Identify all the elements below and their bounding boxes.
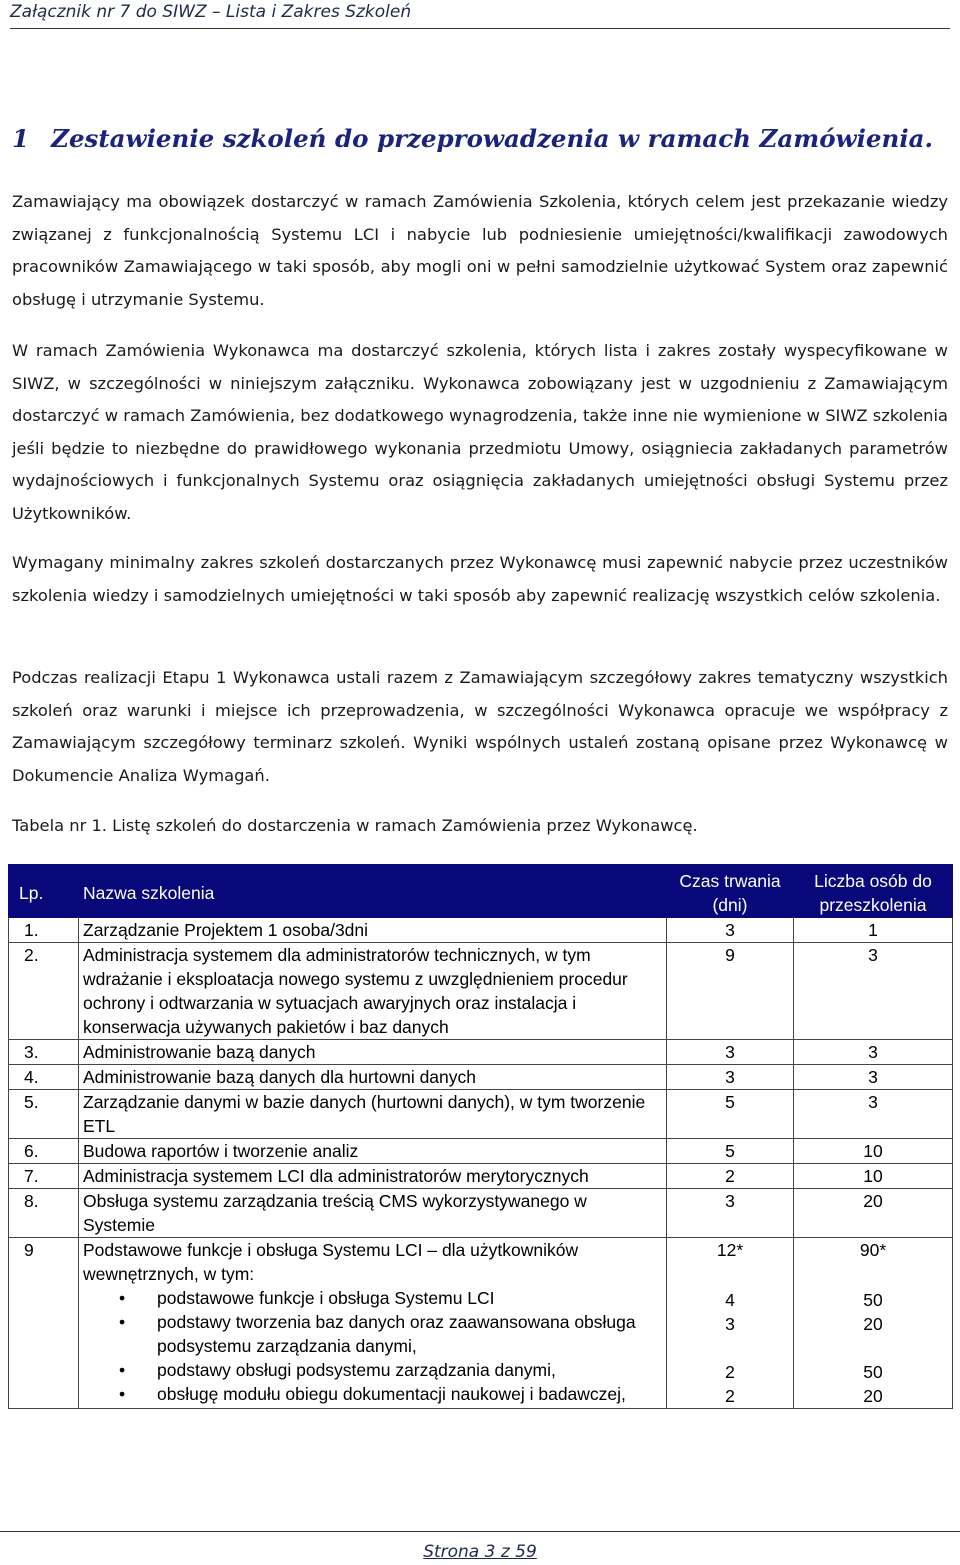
sub-people: 50 [863,1290,883,1310]
row-lp: 1. [9,918,79,943]
row-days: 5 [667,1139,794,1164]
sub-people: 20 [863,1386,883,1406]
table-row [9,1139,953,1164]
header-people: Liczba osób do przeszkolenia [794,867,953,918]
row-9-days-total: 12* [716,1240,744,1260]
sub-people: 20 [863,1314,883,1334]
row-name [79,1238,667,1409]
list-item: • podstawy tworzenia baz danych oraz zaawansowana obsługa podsystemu zarządzania danymi, [157,1310,662,1358]
row-people: 3 [794,1065,953,1090]
row-days: 3 [667,1189,794,1238]
paragraph-1: Zamawiający ma obowiązek dostarczyć w ramach Zamówienia Szkolenia, których celem jest przekazanie wiedzy związanej z funkcjonalnością Systemu LCI i nabycie lub podniesienie umiejętności/kwalifikacji zawodowych pracowników Zamawiającego w taki sposób, aby mogli oni w pełni samodzielnie użytkować System oraz zapewnić obsługę i utrzymanie Systemu. [12,192,948,309]
row-days: 3 [667,918,794,943]
row-name: Budowa raportów i tworzenie analiz [79,1139,667,1164]
row-lp: 4. [9,1065,79,1090]
row-lp: 5. [9,1090,79,1139]
row-lp: 2. [9,943,79,1040]
table-row [9,918,953,943]
row-name: Administrowanie bazą danych dla hurtowni danych [79,1065,667,1090]
row-people: 10 [794,1139,953,1164]
table-header-row [9,867,953,918]
row-9-people-total: 90* [859,1240,887,1260]
section-title-text: Zestawienie szkoleń do przeprowadzenia w ramach Zamówienia. [51,124,934,153]
table-row [9,1189,953,1238]
row-lp: 8. [9,1189,79,1238]
row-lp: 9 [9,1238,79,1409]
sub-days: 2 [725,1362,735,1382]
row-9-sublist [83,1286,662,1406]
table-row [9,943,953,1040]
list-item: • obsługę modułu obiegu dokumentacji naukowej i badawczej, [157,1382,662,1406]
header-name: Nazwa szkolenia [79,867,667,918]
row-days: 2 [667,1164,794,1189]
header-lp: Lp. [9,867,79,918]
table-caption: Tabela nr 1. Listę szkoleń do dostarczenia w ramach Zamówienia przez Wykonawcę. [12,816,698,835]
row-lp: 7. [9,1164,79,1189]
table-row [9,1040,953,1065]
page-number: Strona 3 z 59 [423,1542,537,1562]
row-name: Administracja systemem dla administratorów technicznych, w tym wdrażanie i eksploatacja nowego systemu z uwzględnieniem procedur ochrony i odtwarzania w sytuacjach awaryjnych oraz instalacja i konserwacja używanych pakietów i baz danych [79,943,667,1040]
row-people: 3 [794,943,953,1040]
sub-days: 3 [725,1314,735,1334]
row-days: 9 [667,943,794,1040]
training-table [8,864,953,1409]
row-lp: 6. [9,1139,79,1164]
table-row-9 [9,1238,953,1409]
row-name: Obsługa systemu zarządzania treścią CMS wykorzystywanego w Systemie [79,1189,667,1238]
list-item: • podstawowe funkcje i obsługa Systemu LCI [157,1286,662,1310]
paragraph-4: Podczas realizacji Etapu 1 Wykonawca ustali razem z Zamawiającym szczegółowy zakres tematyczny wszystkich szkoleń oraz warunki i miejsce ich przeprowadzenia, w szczególności Wykonawca opracuje we współpracy z Zamawiającym szczegółowy terminarz szkoleń. Wyniki wspólnych ustaleń zostaną opisane przez Wykonawcę w Dokumencie Analiza Wymagań. [12,668,948,785]
row-people [794,1238,953,1409]
table-row [9,1065,953,1090]
row-people: 3 [794,1040,953,1065]
sub-people: 50 [863,1362,883,1382]
table-row [9,1164,953,1189]
row-people: 1 [794,918,953,943]
row-9-title: Podstawowe funkcje i obsługa Systemu LCI – dla użytkowników wewnętrznych, w tym: [83,1240,579,1284]
row-name: Zarządzanie Projektem 1 osoba/3dni [79,918,667,943]
paragraph-3: Wymagany minimalny zakres szkoleń dostarczanych przez Wykonawcę musi zapewnić nabycie przez uczestników szkolenia wiedzy i samodzielnych umiejętności w taki sposób aby zapewnić realizację wszystkich celów szkolenia. [12,553,948,605]
row-name: Administrowanie bazą danych [79,1040,667,1065]
paragraph-2: W ramach Zamówienia Wykonawca ma dostarczyć szkolenia, których lista i zakres zostały wyspecyfikowane w SIWZ, w szczególności w niniejszym załączniku. Wykonawca zobowiązany jest w uzgodnieniu z Zamawiającym dostarczyć w ramach Zamówienia, bez dodatkowego wynagrodzenia, także inne nie wymienione w SIWZ szkolenia jeśli będzie to niezbędne do prawidłowego wykonania przedmiotu Umowy, osiągniecia zakładanych parametrów wydajnościowych i funkcjonalnych Systemu oraz osiągnięcia zakładanych umiejętności obsługi Systemu przez Użytkowników. [12,341,948,523]
list-item: • podstawy obsługi podsystemu zarządzania danymi, [157,1358,662,1382]
page-footer [0,1531,960,1562]
running-header: Załącznik nr 7 do SIWZ – Lista i Zakres Szkoleń [10,2,950,29]
sub-days: 2 [725,1386,735,1406]
row-days [667,1238,794,1409]
row-people: 10 [794,1164,953,1189]
row-name: Administracja systemem LCI dla administratorów merytorycznych [79,1164,667,1189]
table-row [9,1090,953,1139]
sub-days: 4 [725,1290,735,1310]
header-days: Czas trwania (dni) [667,867,794,918]
row-lp: 3. [9,1040,79,1065]
row-people: 3 [794,1090,953,1139]
row-days: 5 [667,1090,794,1139]
row-days: 3 [667,1040,794,1065]
section-number: 1 [12,124,30,153]
row-name: Zarządzanie danymi w bazie danych (hurtowni danych), w tym tworzenie ETL [79,1090,667,1139]
row-days: 3 [667,1065,794,1090]
section-heading [12,124,952,153]
row-people: 20 [794,1189,953,1238]
